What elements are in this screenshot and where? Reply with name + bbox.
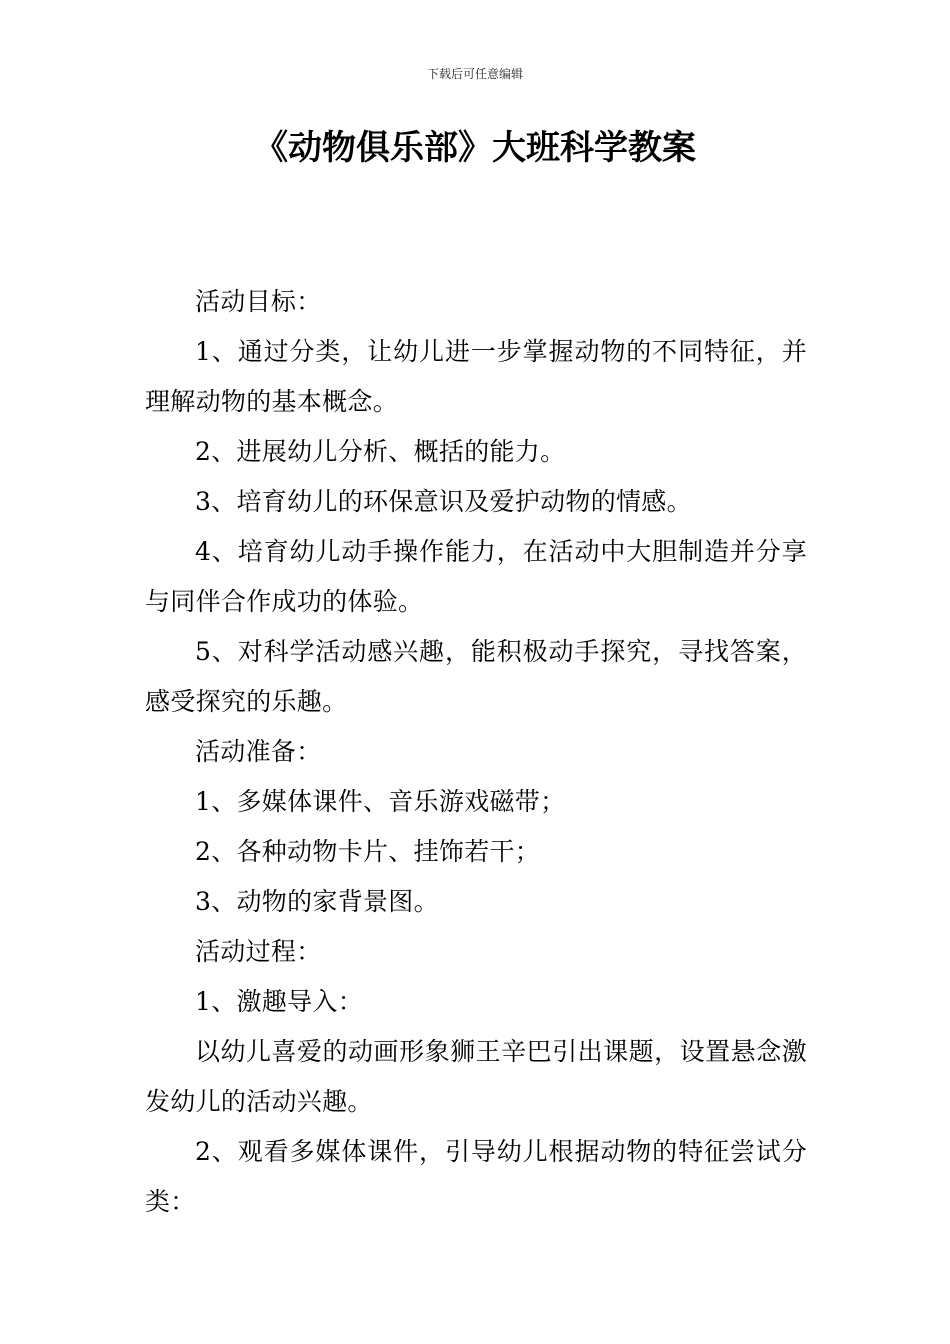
section-heading-process: 活动过程： <box>195 937 322 966</box>
header-note: 下载后可任意编辑 <box>426 67 523 81</box>
paragraph: 2、进展幼儿分析、概括的能力。 <box>195 437 566 466</box>
document-body <box>145 277 807 1227</box>
paragraph: 1、多媒体课件、音乐游戏磁带； <box>195 787 566 816</box>
paragraph: 4、培育幼儿动手操作能力，在活动中大胆制造并分享与同伴合作成功的体验。 <box>145 537 807 616</box>
paragraph: 2、各种动物卡片、挂饰若干； <box>195 837 541 866</box>
paragraph: 1、通过分类，让幼儿进一步掌握动物的不同特征，并理解动物的基本概念。 <box>145 337 807 416</box>
paragraph: 5、对科学活动感兴趣，能积极动手探究，寻找答案，感受探究的乐趣。 <box>145 637 807 716</box>
document-title: 《动物俱乐部》大班科学教案 <box>254 128 696 168</box>
paragraph: 2、观看多媒体课件，引导幼儿根据动物的特征尝试分类： <box>145 1137 807 1216</box>
paragraph: 1、激趣导入： <box>195 987 364 1016</box>
section-heading-goals: 活动目标： <box>195 287 322 316</box>
paragraph: 以幼儿喜爱的动画形象狮王辛巴引出课题，设置悬念激发幼儿的活动兴趣。 <box>145 1037 807 1116</box>
paragraph: 3、培育幼儿的环保意识及爱护动物的情感。 <box>195 487 692 516</box>
section-heading-preparation: 活动准备： <box>195 737 322 766</box>
paragraph: 3、动物的家背景图。 <box>195 887 439 916</box>
